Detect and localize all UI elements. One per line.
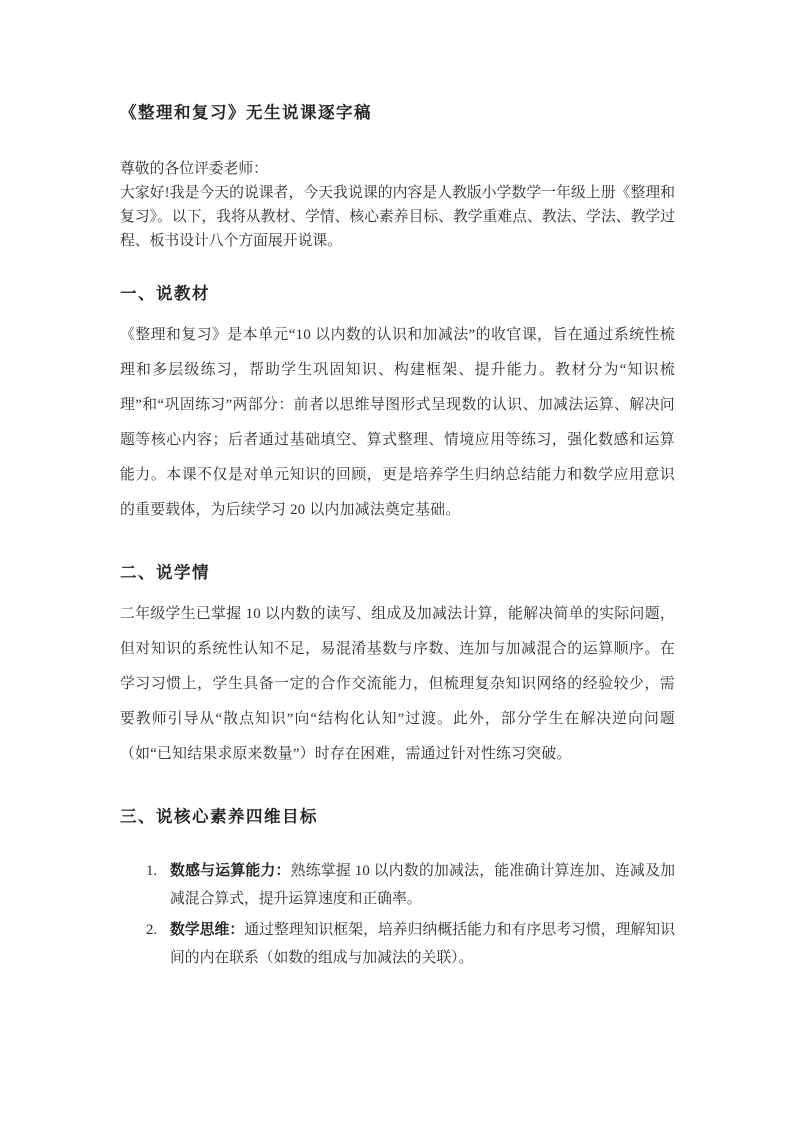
goal-list	[124, 857, 675, 972]
list-item-number: 1.	[146, 863, 158, 879]
section-paragraph-textbook: 《整理和复习》是本单元“10 以内数的认识和加减法”的收官课，旨在通过系统性梳理和多层级练习，帮助学生巩固知识、构建框架、提升能力。教材分为“知识梳理”和“巩固练习”两部分：前者以思维导图形式呈现数的认识、加减法运算、解决问题等核心内容；后者通过基础填空、算式整理、情境应用等练习，强化数感和运算能力。本课不仅是对单元知识的回顾，更是培养学生归纳总结能力和数学应用意识的重要载体，为后续学习 20 以内加减法奠定基础。	[120, 327, 675, 518]
section-heading-goals: 三、说核心素养四维目标	[120, 807, 318, 826]
intro-salutation: 尊敬的各位评委老师：	[120, 161, 268, 177]
list-item	[146, 857, 675, 913]
section-learners	[120, 559, 675, 772]
list-item-text: 通过整理知识框架，培养归纳概括能力和有序思考习惯，理解知识间的内在联系（如数的组成与加减法的关联）。	[170, 922, 675, 966]
list-item-number: 2.	[146, 922, 158, 938]
document-title: 《整理和复习》无生说课逐字稿	[120, 103, 372, 122]
list-item	[146, 916, 675, 972]
section-paragraph-learners: 二年级学生已掌握 10 以内数的读写、组成及加减法计算，能解决简单的实际问题，但对知识的系统性认知不足，易混淆基数与序数、连加与加减混合的运算顺序。在学习习惯上，学生具备一定的合作交流能力，但梳理复杂知识网络的经验较少，需要教师引导从“散点知识”向“结构化认知”过渡。此外，部分学生在解决逆向问题（如“已知结果求原来数量”）时存在困难，需通过针对性练习突破。	[120, 606, 675, 762]
list-item-text: 熟练掌握 10 以内数的加减法，能准确计算连加、连减及加减混合算式，提升运算速度和正确率。	[170, 863, 675, 907]
intro-greeting: 大家好!我是今天的说课者，今天我说课的内容是人教版小学数学一年级上册《整理和复习》。以下，我将从教材、学情、核心素养目标、教学重难点、教法、学法、教学过程、板书设计八个方面展开说课。	[120, 185, 675, 249]
section-heading-textbook: 一、说教材	[120, 284, 210, 303]
list-item-label: 数学思维：	[170, 922, 245, 938]
section-heading-learners: 二、说学情	[120, 563, 210, 582]
list-item-body	[170, 916, 675, 972]
list-item-label: 数感与运算能力：	[170, 863, 291, 879]
list-item-body	[170, 857, 675, 913]
section-goals	[120, 803, 675, 972]
section-textbook	[120, 280, 675, 528]
